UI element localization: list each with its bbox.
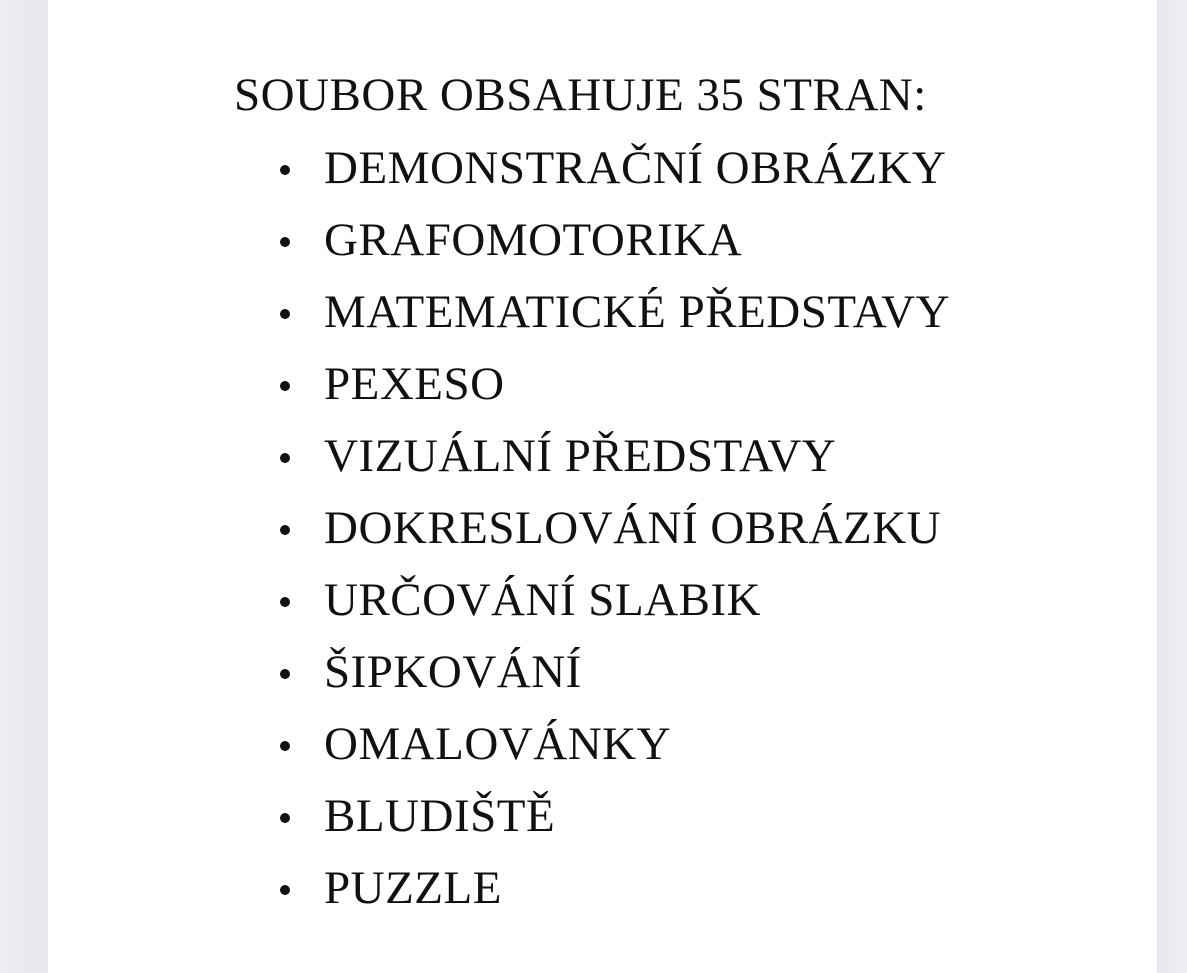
bullet-icon xyxy=(280,381,290,391)
list-item-text: VIZUÁLNÍ PŘEDSTAVY xyxy=(324,430,837,482)
list-item-text: MATEMATICKÉ PŘEDSTAVY xyxy=(324,286,951,338)
list-item-text: PEXESO xyxy=(324,358,505,410)
list-item-text: OMALOVÁNKY xyxy=(324,718,672,770)
bullet-icon xyxy=(280,453,290,463)
page-heading: SOUBOR OBSAHUJE 35 STRAN: xyxy=(234,69,927,121)
list-item-text: ŠIPKOVÁNÍ xyxy=(324,646,582,698)
list-item-text: DEMONSTRAČNÍ OBRÁZKY xyxy=(324,142,947,194)
bullet-icon xyxy=(280,669,290,679)
bullet-icon xyxy=(280,525,290,535)
document-page xyxy=(48,0,1157,973)
bullet-icon xyxy=(280,309,290,319)
list-item-text: URČOVÁNÍ SLABIK xyxy=(324,574,762,626)
page-content xyxy=(234,64,1094,914)
bullet-icon xyxy=(280,885,290,895)
bullet-icon xyxy=(280,237,290,247)
bullet-icon xyxy=(280,165,290,175)
bullet-icon xyxy=(280,813,290,823)
list-item-text: DOKRESLOVÁNÍ OBRÁZKU xyxy=(324,502,942,554)
list-item-text: BLUDIŠTĚ xyxy=(324,790,556,842)
list-item-text: GRAFOMOTORIKA xyxy=(324,214,743,266)
bullet-icon xyxy=(280,741,290,751)
list-item-text: PUZZLE xyxy=(324,862,502,914)
bullet-icon xyxy=(280,597,290,607)
